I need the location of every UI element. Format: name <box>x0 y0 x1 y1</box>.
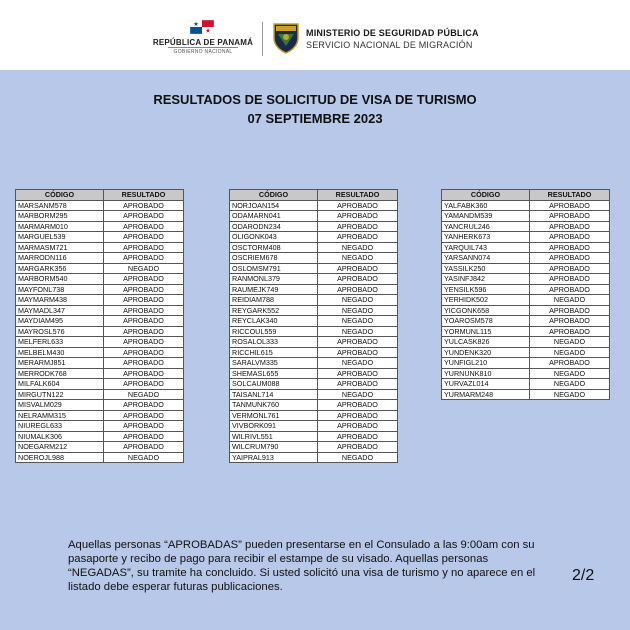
result-status: APROBADO <box>104 274 184 285</box>
table-row <box>16 200 184 211</box>
table-row <box>230 400 398 411</box>
header <box>0 0 630 70</box>
header-divider <box>262 22 263 56</box>
applicant-code: TAISANL714 <box>230 389 318 400</box>
table-row <box>16 284 184 295</box>
column-header-code: CÓDIGO <box>16 190 104 201</box>
result-status: APROBADO <box>530 242 610 253</box>
table-row <box>230 358 398 369</box>
table-row <box>16 379 184 390</box>
table-row <box>16 253 184 264</box>
applicant-code: NIUREGL633 <box>16 421 104 432</box>
table-row <box>230 347 398 358</box>
result-status: NEGADO <box>530 347 610 358</box>
result-status: APROBADO <box>318 368 398 379</box>
applicant-code: MARSANM578 <box>16 200 104 211</box>
result-status: APROBADO <box>530 316 610 327</box>
applicant-code: RAUMEJK749 <box>230 284 318 295</box>
applicant-code: MARRODN116 <box>16 253 104 264</box>
applicant-code: YICGONK658 <box>442 305 530 316</box>
table-row <box>230 316 398 327</box>
result-status: APROBADO <box>318 421 398 432</box>
applicant-code: VERMONL761 <box>230 410 318 421</box>
result-status: APROBADO <box>104 232 184 243</box>
applicant-code: RANMONL379 <box>230 274 318 285</box>
footer-note: Aquellas personas “APROBADAS” pueden presentarse en el Consulado a las 9:00am con su pasaporte y recibo de pago para recibir el estampe de su visado. Aquellas personas “NEGADAS”, su tramite ha concluido. Si usted solicitó una visa de turismo y no aparece en el listado debe esperar futuras publicaciones. <box>68 539 536 593</box>
result-status: NEGADO <box>318 389 398 400</box>
applicant-code: MILFALK604 <box>16 379 104 390</box>
result-status: APROBADO <box>318 431 398 442</box>
applicant-code: REYGARK552 <box>230 305 318 316</box>
result-status: APROBADO <box>104 358 184 369</box>
applicant-code: RICCHIL615 <box>230 347 318 358</box>
applicant-code: MELBELM430 <box>16 347 104 358</box>
table-row <box>16 431 184 442</box>
result-status: APROBADO <box>104 316 184 327</box>
result-status: NEGADO <box>318 452 398 463</box>
result-status: APROBADO <box>104 211 184 222</box>
table-row <box>230 263 398 274</box>
applicant-code: YASINFJ842 <box>442 274 530 285</box>
applicant-code: YAMANDM539 <box>442 211 530 222</box>
table-row <box>442 305 610 316</box>
result-status: APROBADO <box>104 400 184 411</box>
table-row <box>230 431 398 442</box>
result-status: NEGADO <box>530 337 610 348</box>
applicant-code: MARMASM721 <box>16 242 104 253</box>
result-status: APROBADO <box>318 379 398 390</box>
table-row <box>16 326 184 337</box>
applicant-code: MARBORM540 <box>16 274 104 285</box>
result-status: APROBADO <box>104 221 184 232</box>
table-row <box>16 337 184 348</box>
result-status: APROBADO <box>318 347 398 358</box>
table-row <box>230 274 398 285</box>
applicant-code: YAIPRAL913 <box>230 452 318 463</box>
table-row <box>442 368 610 379</box>
applicant-code: OLIGONK043 <box>230 232 318 243</box>
result-status: APROBADO <box>318 200 398 211</box>
column-header-code: CÓDIGO <box>442 190 530 201</box>
table-row <box>16 347 184 358</box>
result-status: APROBADO <box>530 305 610 316</box>
applicant-code: NORJOAN154 <box>230 200 318 211</box>
result-status: APROBADO <box>530 326 610 337</box>
result-status: NEGADO <box>104 389 184 400</box>
result-status: APROBADO <box>318 410 398 421</box>
applicant-code: YANCRUL246 <box>442 221 530 232</box>
applicant-code: MERRODK768 <box>16 368 104 379</box>
result-status: APROBADO <box>318 263 398 274</box>
table-row <box>16 421 184 432</box>
applicant-code: YURMARM248 <box>442 389 530 400</box>
results-table-2 <box>229 189 398 463</box>
table-row <box>442 389 610 400</box>
result-status: APROBADO <box>104 410 184 421</box>
results-table-1 <box>15 189 184 463</box>
applicant-code: REIDIAM788 <box>230 295 318 306</box>
result-status: APROBADO <box>104 200 184 211</box>
table-row <box>230 232 398 243</box>
applicant-code: NELRAMM315 <box>16 410 104 421</box>
applicant-code: REYCLAK340 <box>230 316 318 327</box>
result-status: APROBADO <box>104 305 184 316</box>
ministry-name: MINISTERIO DE SEGURIDAD PÚBLICA <box>306 28 479 38</box>
header-rule <box>168 47 238 48</box>
table-row <box>230 410 398 421</box>
column-header-code: CÓDIGO <box>230 190 318 201</box>
result-status: APROBADO <box>104 253 184 264</box>
table-row <box>230 389 398 400</box>
table-row <box>16 242 184 253</box>
result-status: APROBADO <box>318 442 398 453</box>
table-row <box>230 295 398 306</box>
result-status: APROBADO <box>530 200 610 211</box>
applicant-code: YOAROSM578 <box>442 316 530 327</box>
table-row <box>442 242 610 253</box>
table-row <box>16 221 184 232</box>
applicant-code: YUNFIGL210 <box>442 358 530 369</box>
result-status: APROBADO <box>104 379 184 390</box>
table-row <box>230 221 398 232</box>
table-row <box>230 326 398 337</box>
applicant-code: ODARODN234 <box>230 221 318 232</box>
applicant-code: OSCTORM408 <box>230 242 318 253</box>
applicant-code: YUNDENK320 <box>442 347 530 358</box>
result-status: APROBADO <box>104 242 184 253</box>
applicant-code: MAYROSL576 <box>16 326 104 337</box>
applicant-code: YANHERK673 <box>442 232 530 243</box>
table-row <box>230 253 398 264</box>
table-row <box>230 442 398 453</box>
table-row <box>230 242 398 253</box>
table-row <box>230 379 398 390</box>
table-row <box>230 200 398 211</box>
applicant-code: MIRGUTN122 <box>16 389 104 400</box>
table-row <box>442 337 610 348</box>
table-row <box>442 347 610 358</box>
result-status: APROBADO <box>530 274 610 285</box>
result-status: APROBADO <box>530 263 610 274</box>
applicant-code: YORMUNL115 <box>442 326 530 337</box>
applicant-code: OSCRIEM678 <box>230 253 318 264</box>
result-status: APROBADO <box>318 337 398 348</box>
applicant-code: ROSALOL333 <box>230 337 318 348</box>
result-status: APROBADO <box>318 211 398 222</box>
results-table-3 <box>441 189 610 400</box>
applicant-code: YERHIDK502 <box>442 295 530 306</box>
page-date: 07 SEPTIEMBRE 2023 <box>247 111 383 126</box>
applicant-code: MARBORM295 <box>16 211 104 222</box>
result-status: APROBADO <box>530 232 610 243</box>
applicant-code: MAYDIAM495 <box>16 316 104 327</box>
table-row <box>230 284 398 295</box>
table-row <box>442 221 610 232</box>
result-status: APROBADO <box>318 232 398 243</box>
table-row <box>230 368 398 379</box>
table-row <box>16 305 184 316</box>
table-row <box>16 358 184 369</box>
table-row <box>442 295 610 306</box>
result-status: NEGADO <box>104 263 184 274</box>
result-status: NEGADO <box>104 452 184 463</box>
table-row <box>16 263 184 274</box>
result-status: APROBADO <box>104 368 184 379</box>
result-status: APROBADO <box>104 421 184 432</box>
table-row <box>16 442 184 453</box>
table-row <box>442 358 610 369</box>
result-status: APROBADO <box>104 337 184 348</box>
table-row <box>230 211 398 222</box>
table-row <box>230 421 398 432</box>
result-status: NEGADO <box>530 389 610 400</box>
applicant-code: MISVALM029 <box>16 400 104 411</box>
applicant-code: MARGARK356 <box>16 263 104 274</box>
service-name: SERVICIO NACIONAL DE MIGRACIÓN <box>306 40 473 50</box>
table-row <box>16 316 184 327</box>
result-status: APROBADO <box>530 253 610 264</box>
applicant-code: YULCASK826 <box>442 337 530 348</box>
applicant-code: SOLCAUM088 <box>230 379 318 390</box>
result-status: NEGADO <box>530 295 610 306</box>
table-row <box>16 452 184 463</box>
applicant-code: ODAMARN041 <box>230 211 318 222</box>
result-status: APROBADO <box>104 295 184 306</box>
result-status: NEGADO <box>318 358 398 369</box>
result-status: APROBADO <box>530 211 610 222</box>
applicant-code: MERARMJ851 <box>16 358 104 369</box>
table-row <box>442 253 610 264</box>
applicant-code: NIUMALK306 <box>16 431 104 442</box>
table-row <box>442 316 610 327</box>
table-row <box>16 389 184 400</box>
page-number: 2/2 <box>572 567 595 584</box>
table-row <box>16 274 184 285</box>
applicant-code: NOEGARM212 <box>16 442 104 453</box>
result-status: APROBADO <box>318 284 398 295</box>
table-row <box>442 232 610 243</box>
table-row <box>442 326 610 337</box>
applicant-code: OSLOMSM791 <box>230 263 318 274</box>
result-status: APROBADO <box>104 431 184 442</box>
result-status: APROBADO <box>104 347 184 358</box>
table-row <box>16 400 184 411</box>
result-status: APROBADO <box>104 284 184 295</box>
table-row <box>230 452 398 463</box>
table-row <box>16 295 184 306</box>
result-status: NEGADO <box>530 379 610 390</box>
result-status: NEGADO <box>318 305 398 316</box>
government-label: GOBIERNO NACIONAL <box>173 49 233 55</box>
applicant-code: MARGUEL539 <box>16 232 104 243</box>
applicant-code: SHEMASL655 <box>230 368 318 379</box>
table-row <box>230 305 398 316</box>
result-status: APROBADO <box>318 274 398 285</box>
result-status: APROBADO <box>318 221 398 232</box>
table-row <box>16 211 184 222</box>
result-status: APROBADO <box>318 400 398 411</box>
result-status: NEGADO <box>318 253 398 264</box>
table-row <box>16 232 184 243</box>
result-status: NEGADO <box>318 242 398 253</box>
applicant-code: YALFABK360 <box>442 200 530 211</box>
applicant-code: YASSILK250 <box>442 263 530 274</box>
table-row <box>16 410 184 421</box>
applicant-code: TANMUNK760 <box>230 400 318 411</box>
table-row <box>442 284 610 295</box>
result-status: NEGADO <box>530 368 610 379</box>
applicant-code: MAYMARM438 <box>16 295 104 306</box>
table-row <box>16 368 184 379</box>
result-status: NEGADO <box>318 316 398 327</box>
country-name: REPÚBLICA DE PANAMÁ <box>152 38 254 47</box>
applicant-code: YURNUNK810 <box>442 368 530 379</box>
applicant-code: YARQUIL743 <box>442 242 530 253</box>
applicant-code: MELFERL633 <box>16 337 104 348</box>
table-row <box>442 379 610 390</box>
applicant-code: NOEROJL988 <box>16 452 104 463</box>
table-row <box>442 200 610 211</box>
result-status: APROBADO <box>530 221 610 232</box>
applicant-code: WILRIVL551 <box>230 431 318 442</box>
result-status: NEGADO <box>318 295 398 306</box>
table-row <box>442 263 610 274</box>
result-status: NEGADO <box>318 326 398 337</box>
result-status: APROBADO <box>530 284 610 295</box>
column-header-result: RESULTADO <box>104 190 184 201</box>
table-row <box>442 211 610 222</box>
table-row <box>230 337 398 348</box>
result-status: APROBADO <box>104 442 184 453</box>
panama-flag-icon <box>190 20 214 34</box>
result-status: APROBADO <box>530 358 610 369</box>
result-status: APROBADO <box>104 326 184 337</box>
column-header-result: RESULTADO <box>530 190 610 201</box>
applicant-code: YURVAZL014 <box>442 379 530 390</box>
column-header-result: RESULTADO <box>318 190 398 201</box>
applicant-code: SARALVM335 <box>230 358 318 369</box>
migration-shield-logo-icon <box>272 22 300 54</box>
applicant-code: WILCRUM790 <box>230 442 318 453</box>
applicant-code: MAYMADL347 <box>16 305 104 316</box>
applicant-code: YARSANN074 <box>442 253 530 264</box>
applicant-code: MAYFONL738 <box>16 284 104 295</box>
page-title: RESULTADOS DE SOLICITUD DE VISA DE TURISMO <box>153 92 477 107</box>
applicant-code: MARMARM010 <box>16 221 104 232</box>
applicant-code: YENSILK596 <box>442 284 530 295</box>
applicant-code: VIVBORK091 <box>230 421 318 432</box>
table-row <box>442 274 610 285</box>
applicant-code: RICCOUL559 <box>230 326 318 337</box>
